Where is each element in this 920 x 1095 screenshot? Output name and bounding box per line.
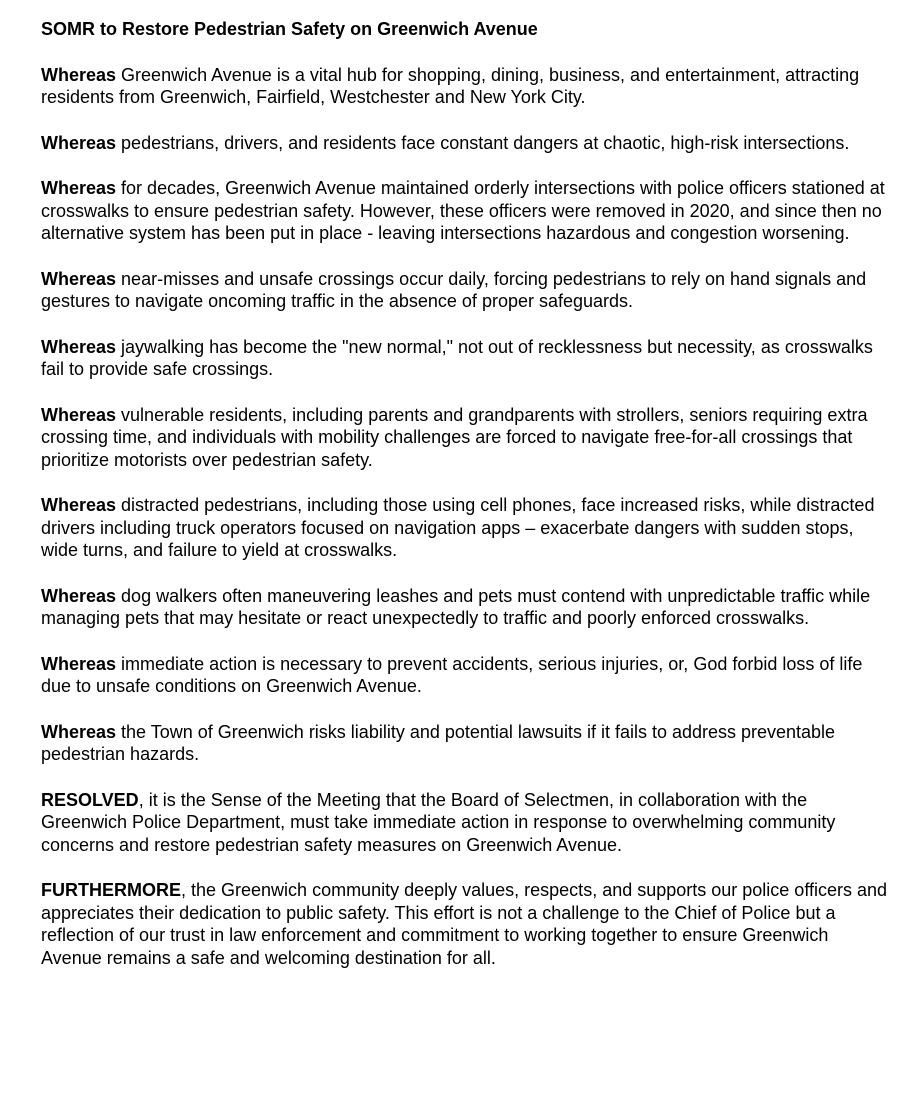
paragraph-lead: Whereas (41, 64, 117, 85)
paragraph-resolved (41, 789, 891, 857)
paragraph-whereas-3 (41, 177, 891, 245)
paragraph-lead: Whereas (41, 268, 117, 289)
document-page (41, 18, 891, 992)
paragraph-lead: Whereas (41, 585, 117, 606)
document-title: SOMR to Restore Pedestrian Safety on Greenwich Avenue (41, 19, 538, 39)
paragraph-lead: Whereas (41, 132, 117, 153)
paragraph-text: , the Greenwich community deeply values, respects, and supports our police officers and appreciates their dedication to public safety. This effort is not a challenge to the Chief of Police but a reflection of our trust in law enforcement and commitment to working together to ensure Greenwich Avenue remains a safe and welcoming destination for all. (41, 880, 888, 968)
paragraph-text: pedestrians, drivers, and residents face constant dangers at chaotic, high-risk intersections. (116, 132, 850, 153)
paragraph-lead: Whereas (41, 721, 117, 742)
paragraph-text: immediate action is necessary to prevent accidents, serious injuries, or, God forbid loss of life due to unsafe conditions on Greenwich Avenue. (41, 653, 863, 696)
paragraph-whereas-6 (41, 404, 891, 472)
paragraph-text: vulnerable residents, including parents and grandparents with strollers, seniors requiring extra crossing time, and individuals with mobility challenges are forced to navigate free-for-all crossings that prioritize motorists over pedestrian safety. (41, 404, 868, 470)
paragraph-lead: FURTHERMORE (41, 880, 181, 900)
paragraph-text: jaywalking has become the "new normal," not out of recklessness but necessity, as crosswalks fail to provide safe crossings. (41, 336, 873, 379)
paragraph-whereas-5 (41, 336, 891, 381)
paragraph-lead: Whereas (41, 336, 117, 357)
paragraph-lead: Whereas (41, 404, 117, 425)
paragraph-text: Greenwich Avenue is a vital hub for shopping, dining, business, and entertainment, attracting residents from Greenwich, Fairfield, Westchester and New York City. (41, 64, 860, 107)
paragraph-lead: RESOLVED (41, 789, 139, 810)
paragraph-lead: Whereas (41, 178, 117, 198)
paragraph-whereas-2 (41, 132, 891, 155)
paragraph-whereas-7 (41, 494, 891, 562)
paragraph-text: , it is the Sense of the Meeting that the Board of Selectmen, in collaboration with the Greenwich Police Department, must take immediate action in response to overwhelming community concerns and restore pedestrian safety measures on Greenwich Avenue. (41, 789, 836, 855)
paragraph-whereas-1 (41, 64, 891, 109)
paragraph-text: distracted pedestrians, including those using cell phones, face increased risks, while distracted drivers including truck operators focused on navigation apps – exacerbate dangers with sudden stops, wide turns, and failure to yield at crosswalks. (41, 495, 875, 560)
paragraph-whereas-10 (41, 721, 891, 766)
paragraph-text: for decades, Greenwich Avenue maintained orderly intersections with police officers stationed at crosswalks to ensure pedestrian safety. However, these officers were removed in 2020, and since then no alternative system has been put in place - leaving intersections hazardous and congestion worsening. (41, 178, 885, 243)
paragraph-whereas-4 (41, 268, 891, 313)
paragraph-text: near-misses and unsafe crossings occur daily, forcing pedestrians to rely on hand signals and gestures to navigate oncoming traffic in the absence of proper safeguards. (41, 268, 867, 311)
paragraph-whereas-8 (41, 585, 891, 630)
paragraph-lead: Whereas (41, 653, 117, 674)
paragraph-whereas-9 (41, 653, 891, 698)
paragraph-furthermore (41, 879, 891, 969)
paragraph-text: dog walkers often maneuvering leashes and pets must contend with unpredictable traffic while managing pets that may hesitate or react unexpectedly to traffic and poorly enforced crosswalks. (41, 585, 871, 628)
paragraph-text: the Town of Greenwich risks liability and potential lawsuits if it fails to address preventable pedestrian hazards. (41, 721, 836, 764)
paragraph-lead: Whereas (41, 495, 117, 515)
